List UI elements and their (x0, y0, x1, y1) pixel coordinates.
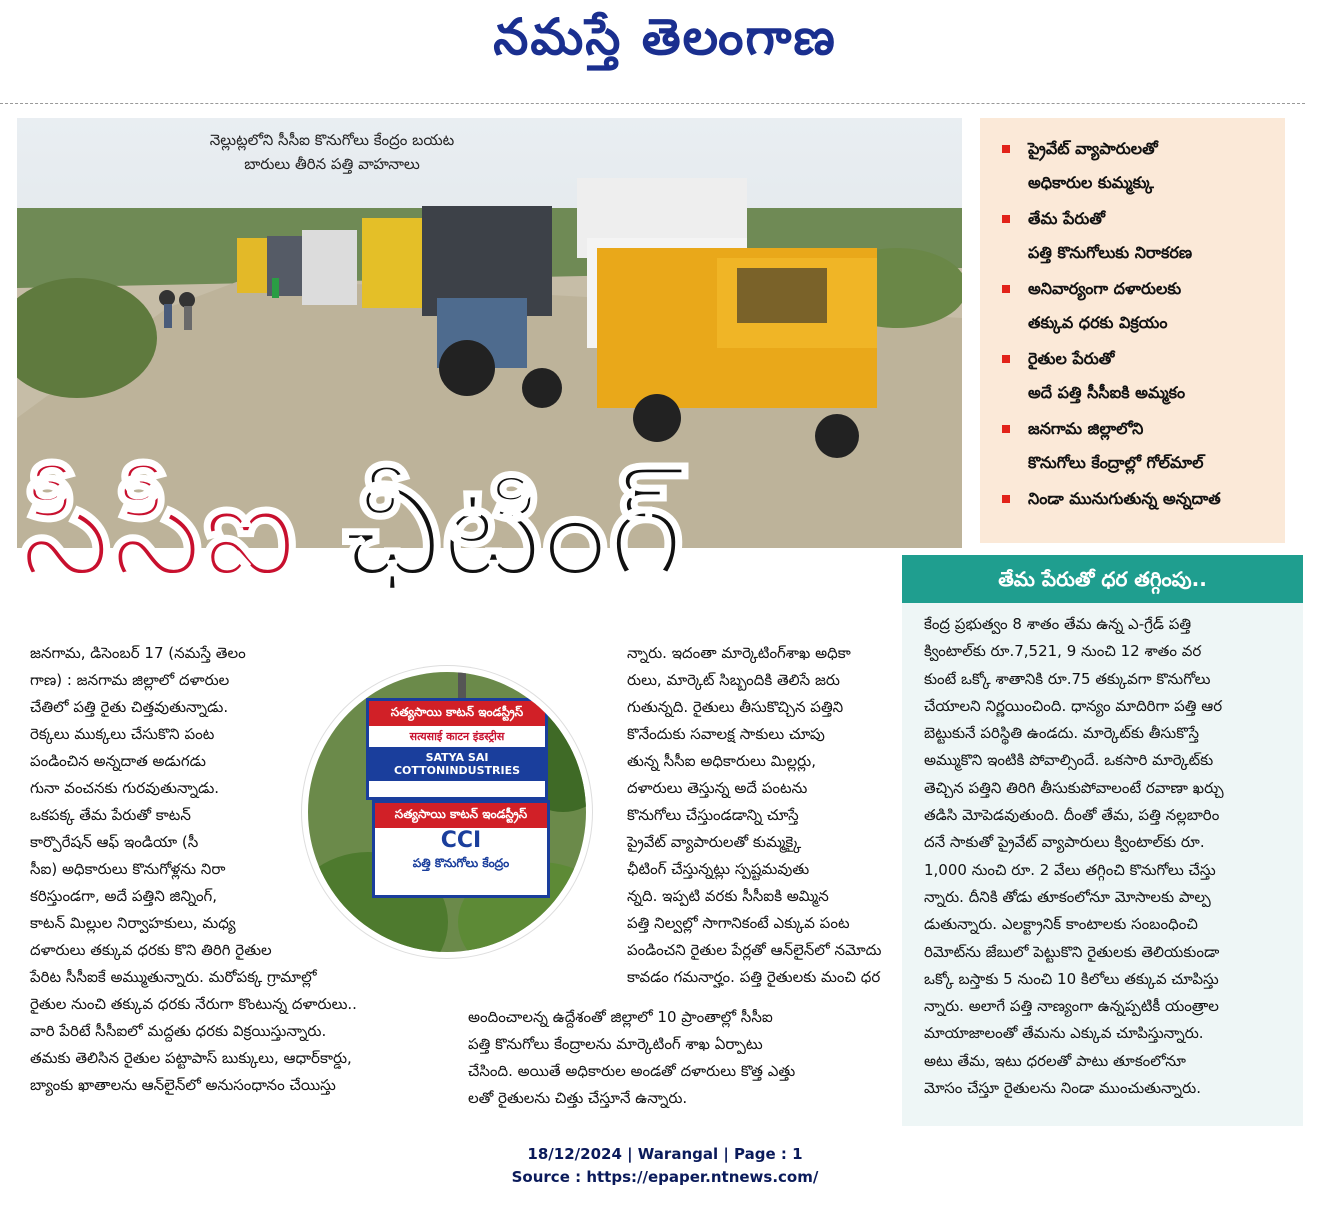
highlights-list (980, 118, 1285, 516)
article-line: ఛీటింగ్ చేస్తున్నట్లు స్పష్టమవుతు (627, 860, 810, 878)
caption-line-2: బారులు తీరిన పత్తి వాహనాలు (244, 155, 420, 173)
sidebar-line: న్నారు. అలాగే పత్తి నాణ్యంగా ఉన్నప్పటికీ యంత్రాల (924, 997, 1219, 1016)
article-line: గునా వంచనకు గురవుతున్నాడు. (30, 779, 220, 797)
highlight-item (1000, 132, 1273, 200)
article-line: కొనుగోలు చేస్తుండడాన్ని చూస్తే (627, 806, 799, 824)
article-line: జనగామ, డిసెంబర్ 17 (నమస్తే తెలం (30, 644, 246, 662)
highlight-item (1000, 202, 1273, 270)
article-line: కొనేందుకు సవాలక్ష సాకులు చూపు (627, 725, 825, 743)
article-line: చేతిలో పత్తి రైతు చిత్తవుతున్నాడు. (30, 698, 229, 716)
article-line: లతో రైతులను చిత్తు చేస్తూనే ఉన్నారు. (468, 1089, 688, 1107)
sidebar-line: దనే సాకుతో ప్రైవేట్ వ్యాపారులు క్వింటాల్‌కు రూ. (924, 833, 1205, 852)
article-line: దళారులు తెస్తున్న అదే పంటను (627, 779, 808, 797)
sidebar-text (924, 611, 1284, 1102)
highlight-line: రైతుల పేరుతో (1028, 349, 1115, 368)
article-line: వారి పేరిటే సీసీఐలో మద్దతు ధరకు విక్రయిస్తున్నారు. (30, 1022, 327, 1040)
article-line: న్నారు. ఇదంతా మార్కెటింగ్‌శాఖ అధికా (627, 644, 851, 662)
highlight-line: అనివార్యంగా దళారులకు (1028, 279, 1182, 298)
article-column-2 (627, 640, 882, 991)
article-line: గుతున్నది. రైతులు తీసుకొచ్చిన పత్తిని (627, 698, 844, 716)
highlight-line: నిండా మునుగుతున్న అన్నదాత (1028, 489, 1221, 508)
headline (20, 445, 900, 615)
sidebar-line: మాయాజాలంతో తేమను ఎక్కువ చూపిస్తున్నారు. (924, 1024, 1204, 1043)
highlight-item (1000, 412, 1273, 480)
article-line: పండించని రైతుల పేర్లతో ఆన్‌లైన్‌లో నమోదు (627, 941, 882, 959)
signboard-text: సత్యసాయి కాటన్ ఇండస్ట్రీస్ (369, 701, 545, 726)
signboard-upper (366, 698, 548, 800)
signboard-text: పత్తి కొనుగోలు కేంద్రం (412, 856, 510, 870)
article-line: పత్తి నిల్వల్లో సాగానికంటే ఎక్కువ పంట (627, 914, 850, 932)
footer-source: Source : https://epaper.ntnews.com/ (511, 1168, 819, 1186)
sidebar-line: న్నారు. దీనికి తోడు తూకంలోనూ మోసాలకు పాల్ప (924, 887, 1211, 906)
article-line: ఒకపక్క తేమ పేరుతో కాటన్ (30, 806, 191, 824)
sidebar-line: కుంటే ఒక్కో శాతానికి రూ.75 తక్కువగా కొనుగోలు (924, 669, 1211, 688)
article-line: తున్న సీసీఐ అధికారులు మిల్లర్లు, (627, 752, 816, 770)
sidebar-line: అమ్ముకొని ఇంటికి పోవాల్సిందే. ఒకసారి మార్కెట్‌కు (924, 751, 1214, 770)
highlight-line: అధికారుల కుమ్మక్కు (1028, 173, 1154, 192)
photo-caption (167, 128, 497, 176)
headline-part-2: ఛీటింగ్ (342, 454, 684, 606)
article-line: కాటన్ మిల్లుల నిర్వాహకులు, మధ్య (30, 914, 236, 932)
signboard-text: SATYA SAI COTTONINDUSTRIES (369, 747, 545, 781)
highlight-line: ప్రైవేట్ వ్యాపారులతో (1028, 139, 1158, 158)
article-line: అందించాలన్న ఉద్దేశంతో జిల్లాలో 10 ప్రాంతాల్లో సీసీఐ (468, 1008, 773, 1026)
article-line: సీఐ) అధికారులు కొనుగోళ్లను నిరా (30, 860, 226, 878)
sidebar-box (902, 603, 1303, 1126)
article-line: పండించిన అన్నదాత అడుగడు (30, 752, 206, 770)
newspaper-logo: నమస్తే తెలంగాణ (493, 8, 837, 66)
highlight-line: అదే పత్తి సీసీఐకి అమ్మకం (1028, 383, 1186, 402)
highlight-line: కొనుగోలు కేంద్రాల్లో గోల్‌మాల్ (1028, 453, 1204, 472)
article-line: రైతుల నుంచి తక్కువ ధరకు నేరుగా కొంటున్న దళారులు.. (30, 995, 357, 1013)
article-line: న్నది. ఇప్పటి వరకు సీసీఐకి అమ్మిన (627, 887, 829, 905)
highlight-item (1000, 272, 1273, 340)
article-line: కార్పొరేషన్ ఆఫ్ ఇండియా (సీ (30, 833, 199, 851)
sidebar-line: తెచ్చిన పత్తిని తిరిగి తీసుకుపోవాలంటే రవాణా ఖర్చు (924, 778, 1224, 797)
sidebar-line: డుతున్నారు. ఎలక్ట్రానిక్ కాంటాలకు సంబంధించి (924, 915, 1198, 934)
headline-part-1: సీసీఐ (20, 454, 298, 606)
sidebar-line: రిమోట్‌ను జేబులో పెట్టుకొని రైతులకు తెలియకుండా (924, 942, 1220, 961)
article-line: బ్యాంకు ఖాతాలను ఆన్‌లైన్‌లో అనుసంధానం చేయిస్తు (30, 1076, 336, 1094)
sidebar-title: తేమ పేరుతో ధర తగ్గింపు.. (902, 555, 1303, 603)
highlight-line: జనగామ జిల్లాలోని (1028, 419, 1144, 438)
board-pole (458, 666, 466, 702)
article-line: పత్తి కొనుగోలు కేంద్రాలను మార్కెటింగ్ శాఖ ఏర్పాటు (468, 1035, 763, 1053)
signboard-lower (372, 800, 550, 898)
highlight-item (1000, 482, 1273, 516)
sidebar-line: క్వింటాల్‌కు రూ.7,521, 9 నుంచి 12 శాతం వర (924, 642, 1202, 661)
masthead (0, 0, 1330, 90)
footer-date-edition: 18/12/2024 | Warangal | Page : 1 (527, 1145, 803, 1163)
article-line: చేసింది. అయితే అధికారుల అండతో దళారులు కొత్త ఎత్తు (468, 1062, 796, 1080)
article-line: గాణ) : జనగామ జిల్లాలో దళారుల (30, 671, 230, 689)
page-footer (0, 1143, 1330, 1189)
sidebar-line: 1,000 నుంచి రూ. 2 వేలు తగ్గించి కొనుగోలు చేస్తు (924, 860, 1216, 879)
signboard-text: సత్యసాయి కాటన్ ఇండస్ట్రీస్ (375, 803, 547, 828)
sidebar-line: తడిసి మోపెడవుతుంది. దీంతో తేమ, పత్తి నల్లబారిం (924, 806, 1220, 825)
headline-text (20, 445, 900, 615)
highlight-line: తేమ పేరుతో (1028, 209, 1105, 228)
highlight-line: తక్కువ ధరకు విక్రయం (1028, 313, 1168, 332)
article-line: రులు, మార్కెట్ సిబ్బందికి తెలిసే జరు (627, 671, 840, 689)
sidebar-line: మోసం చేస్తూ రైతులను నిండా ముంచుతున్నారు. (924, 1079, 1201, 1098)
masthead-divider (0, 103, 1305, 104)
signboard-text: CCI (440, 828, 482, 853)
highlight-item (1000, 342, 1273, 410)
article-line: తమకు తెలిసిన రైతుల పట్టాపాస్ బుక్కులు, ఆధార్‌కార్డు, (30, 1049, 352, 1067)
article-line: కావడం గమనార్హం. పత్తి రైతులకు మంచి ధర (627, 968, 881, 986)
article-line: కరిస్తుండగా, అదే పత్తిని జిన్నింగ్, (30, 887, 218, 905)
article-line: పేరిట సీసీఐకే అమ్ముతున్నారు. మరోపక్క గ్రామాల్లో (30, 968, 317, 986)
sidebar-line: ఒక్కో బస్తాకు 5 నుంచి 10 కిలోలు తక్కువ చూపిస్తు (924, 969, 1219, 988)
sidebar-line: కేంద్ర ప్రభుత్వం 8 శాతం తేమ ఉన్న ఎ-గ్రేడ్ పత్తి (924, 615, 1192, 633)
article-line: రెక్కలు ముక్కలు చేసుకొని పంట (30, 725, 215, 743)
highlight-line: పత్తి కొనుగోలుకు నిరాకరణ (1028, 243, 1193, 262)
article-line: దళారులు తక్కువ ధరకు కొని తిరిగి రైతుల (30, 941, 272, 959)
article-line: ప్రైవేట్ వ్యాపారులతో కుమ్మక్కై (627, 833, 802, 851)
sidebar-line: చేయాలని నిర్ణయించింది. ధాన్యం మాదిరిగా పత్తి ఆర (924, 696, 1223, 715)
sidebar-line: బెట్టుకునే పరిస్థితి ఉండదు. మార్కెట్‌కు తీసుకొస్తే (924, 724, 1200, 743)
highlights-panel (980, 118, 1285, 543)
sidebar-line: అటు తేమ, ఇటు ధరలతో పాటు తూకంలోనూ (924, 1051, 1186, 1070)
signboard-text: सत्यसाई काटन इंडस्ट्रीस (409, 730, 505, 743)
inset-photo-cci-board (302, 666, 592, 958)
caption-line-1: నెల్లుట్లలోని సీసీఐ కొనుగోలు కేంద్రం బయట (209, 131, 455, 149)
article-column-2-continued (468, 1004, 878, 1112)
